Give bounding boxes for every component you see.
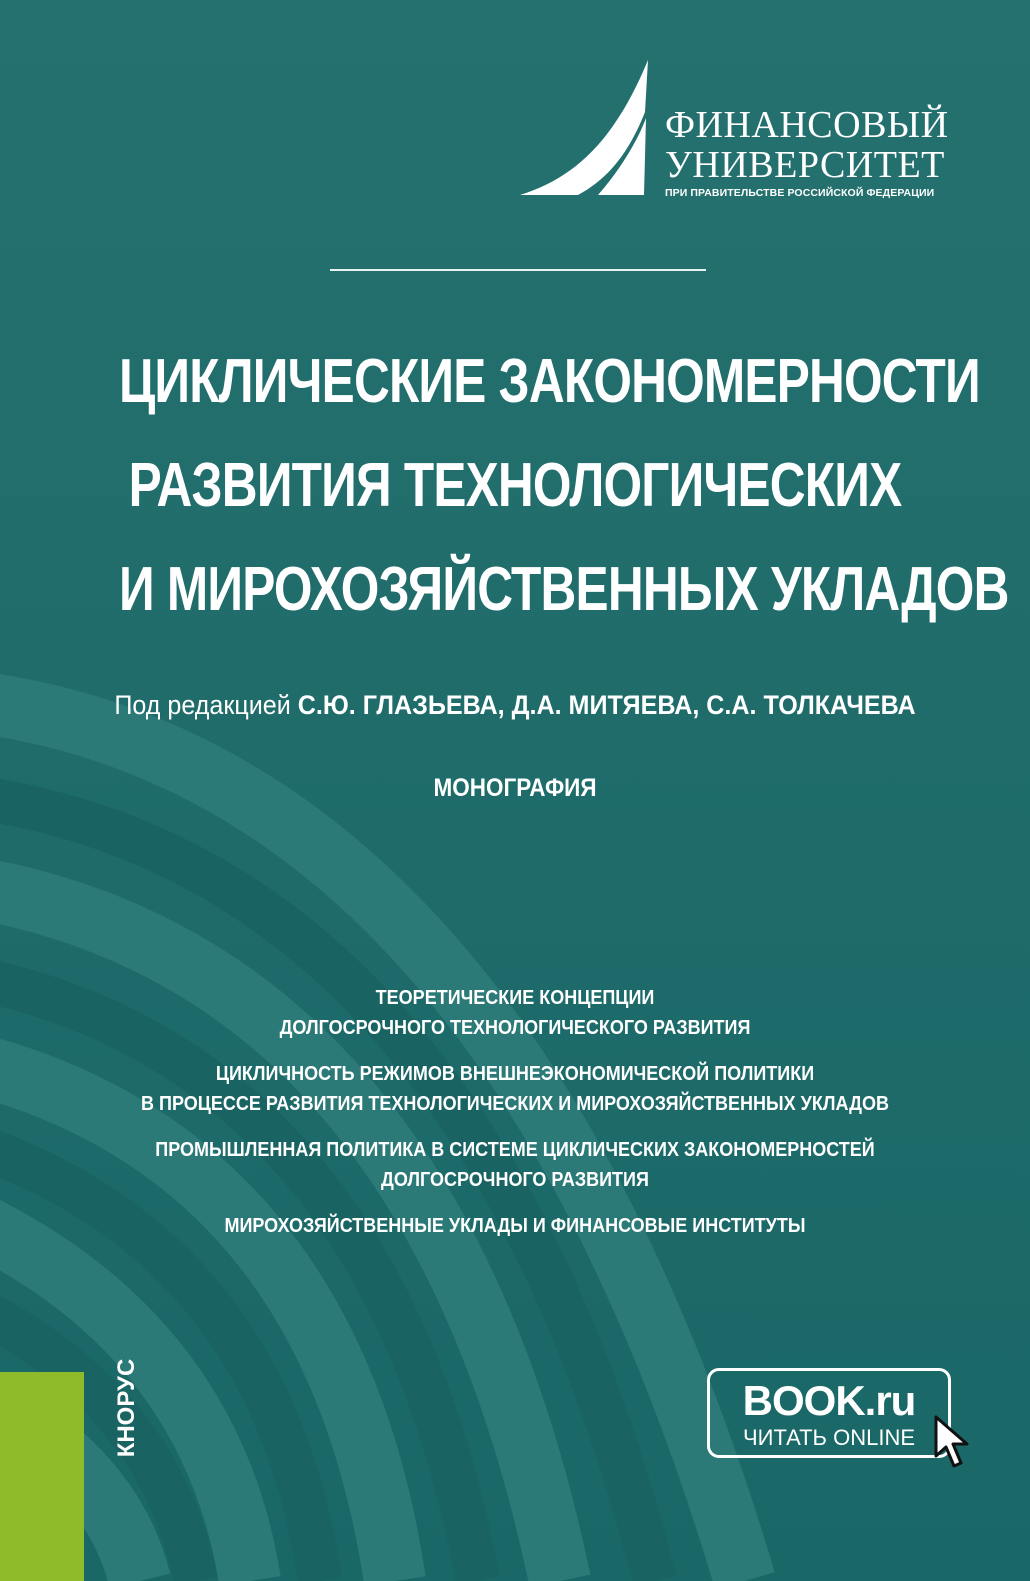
editors-names: С.Ю. ГЛАЗЬЕВА, Д.А. МИТЯЕВА, С.А. ТОЛКАЧЕВА (297, 690, 916, 720)
topic-line: ТЕОРЕТИЧЕСКИЕ КОНЦЕПЦИИ (375, 987, 655, 1009)
bookru-read-online-badge[interactable] (707, 1368, 951, 1458)
publisher-name: КНОРУС (113, 1358, 140, 1458)
logo-subtitle: ПРИ ПРАВИТЕЛЬСТВЕ РОССИЙСКОЙ ФЕДЕРАЦИИ (665, 187, 935, 199)
divider-line (330, 269, 706, 271)
book-title-line3: И МИРОХОЗЯЙСТВЕННЫХ УКЛАДОВ (119, 555, 1009, 624)
logo-title-line2: УНИВЕРСИТЕТ (665, 144, 945, 186)
topic-line: ДОЛГОСРОЧНОГО РАЗВИТИЯ (381, 1169, 649, 1191)
topic-line: ПРОМЫШЛЕННАЯ ПОЛИТИКА В СИСТЕМЕ ЦИКЛИЧЕСКИХ ЗАКОНОМЕРНОСТЕЙ (155, 1139, 875, 1161)
topic-item (70, 983, 961, 1043)
editors-prefix: Под редакцией (114, 690, 291, 720)
topic-item (70, 1059, 961, 1119)
topic-line: МИРОХОЗЯЙСТВЕННЫЕ УКЛАДЫ И ФИНАНСОВЫЕ ИНСТИТУТЫ (224, 1215, 806, 1237)
book-title (119, 330, 1009, 642)
logo-year: 1919 (558, 186, 572, 192)
editors-line (55, 688, 976, 722)
book-title-line2: РАЗВИТИЯ ТЕХНОЛОГИЧЕСКИХ (128, 451, 902, 520)
book-title-line1: ЦИКЛИЧЕСКИЕ ЗАКОНОМЕРНОСТИ (119, 347, 980, 416)
topic-item (70, 1211, 961, 1241)
topics-list (70, 983, 961, 1257)
topic-item (70, 1135, 961, 1195)
accent-bar (0, 1372, 84, 1581)
bookru-action: ЧИТАТЬ ONLINE (742, 1425, 916, 1450)
genre-label: МОНОГРАФИЯ (433, 774, 597, 802)
university-logo-icon (520, 60, 655, 205)
topic-line: В ПРОЦЕССЕ РАЗВИТИЯ ТЕХНОЛОГИЧЕСКИХ И МИРОХОЗЯЙСТВЕННЫХ УКЛАДОВ (141, 1093, 889, 1115)
bookru-brand: BOOK.ru (742, 1377, 916, 1424)
university-logo (520, 60, 960, 210)
topic-line: ЦИКЛИЧНОСТЬ РЕЖИМОВ ВНЕШНЕЭКОНОМИЧЕСКОЙ ПОЛИТИКИ (215, 1063, 815, 1085)
logo-title-line1: ФИНАНСОВЫЙ (665, 104, 949, 146)
topic-line: ДОЛГОСРОЧНОГО ТЕХНОЛОГИЧЕСКОГО РАЗВИТИЯ (279, 1017, 751, 1039)
cursor-arrow-icon (933, 1414, 975, 1472)
